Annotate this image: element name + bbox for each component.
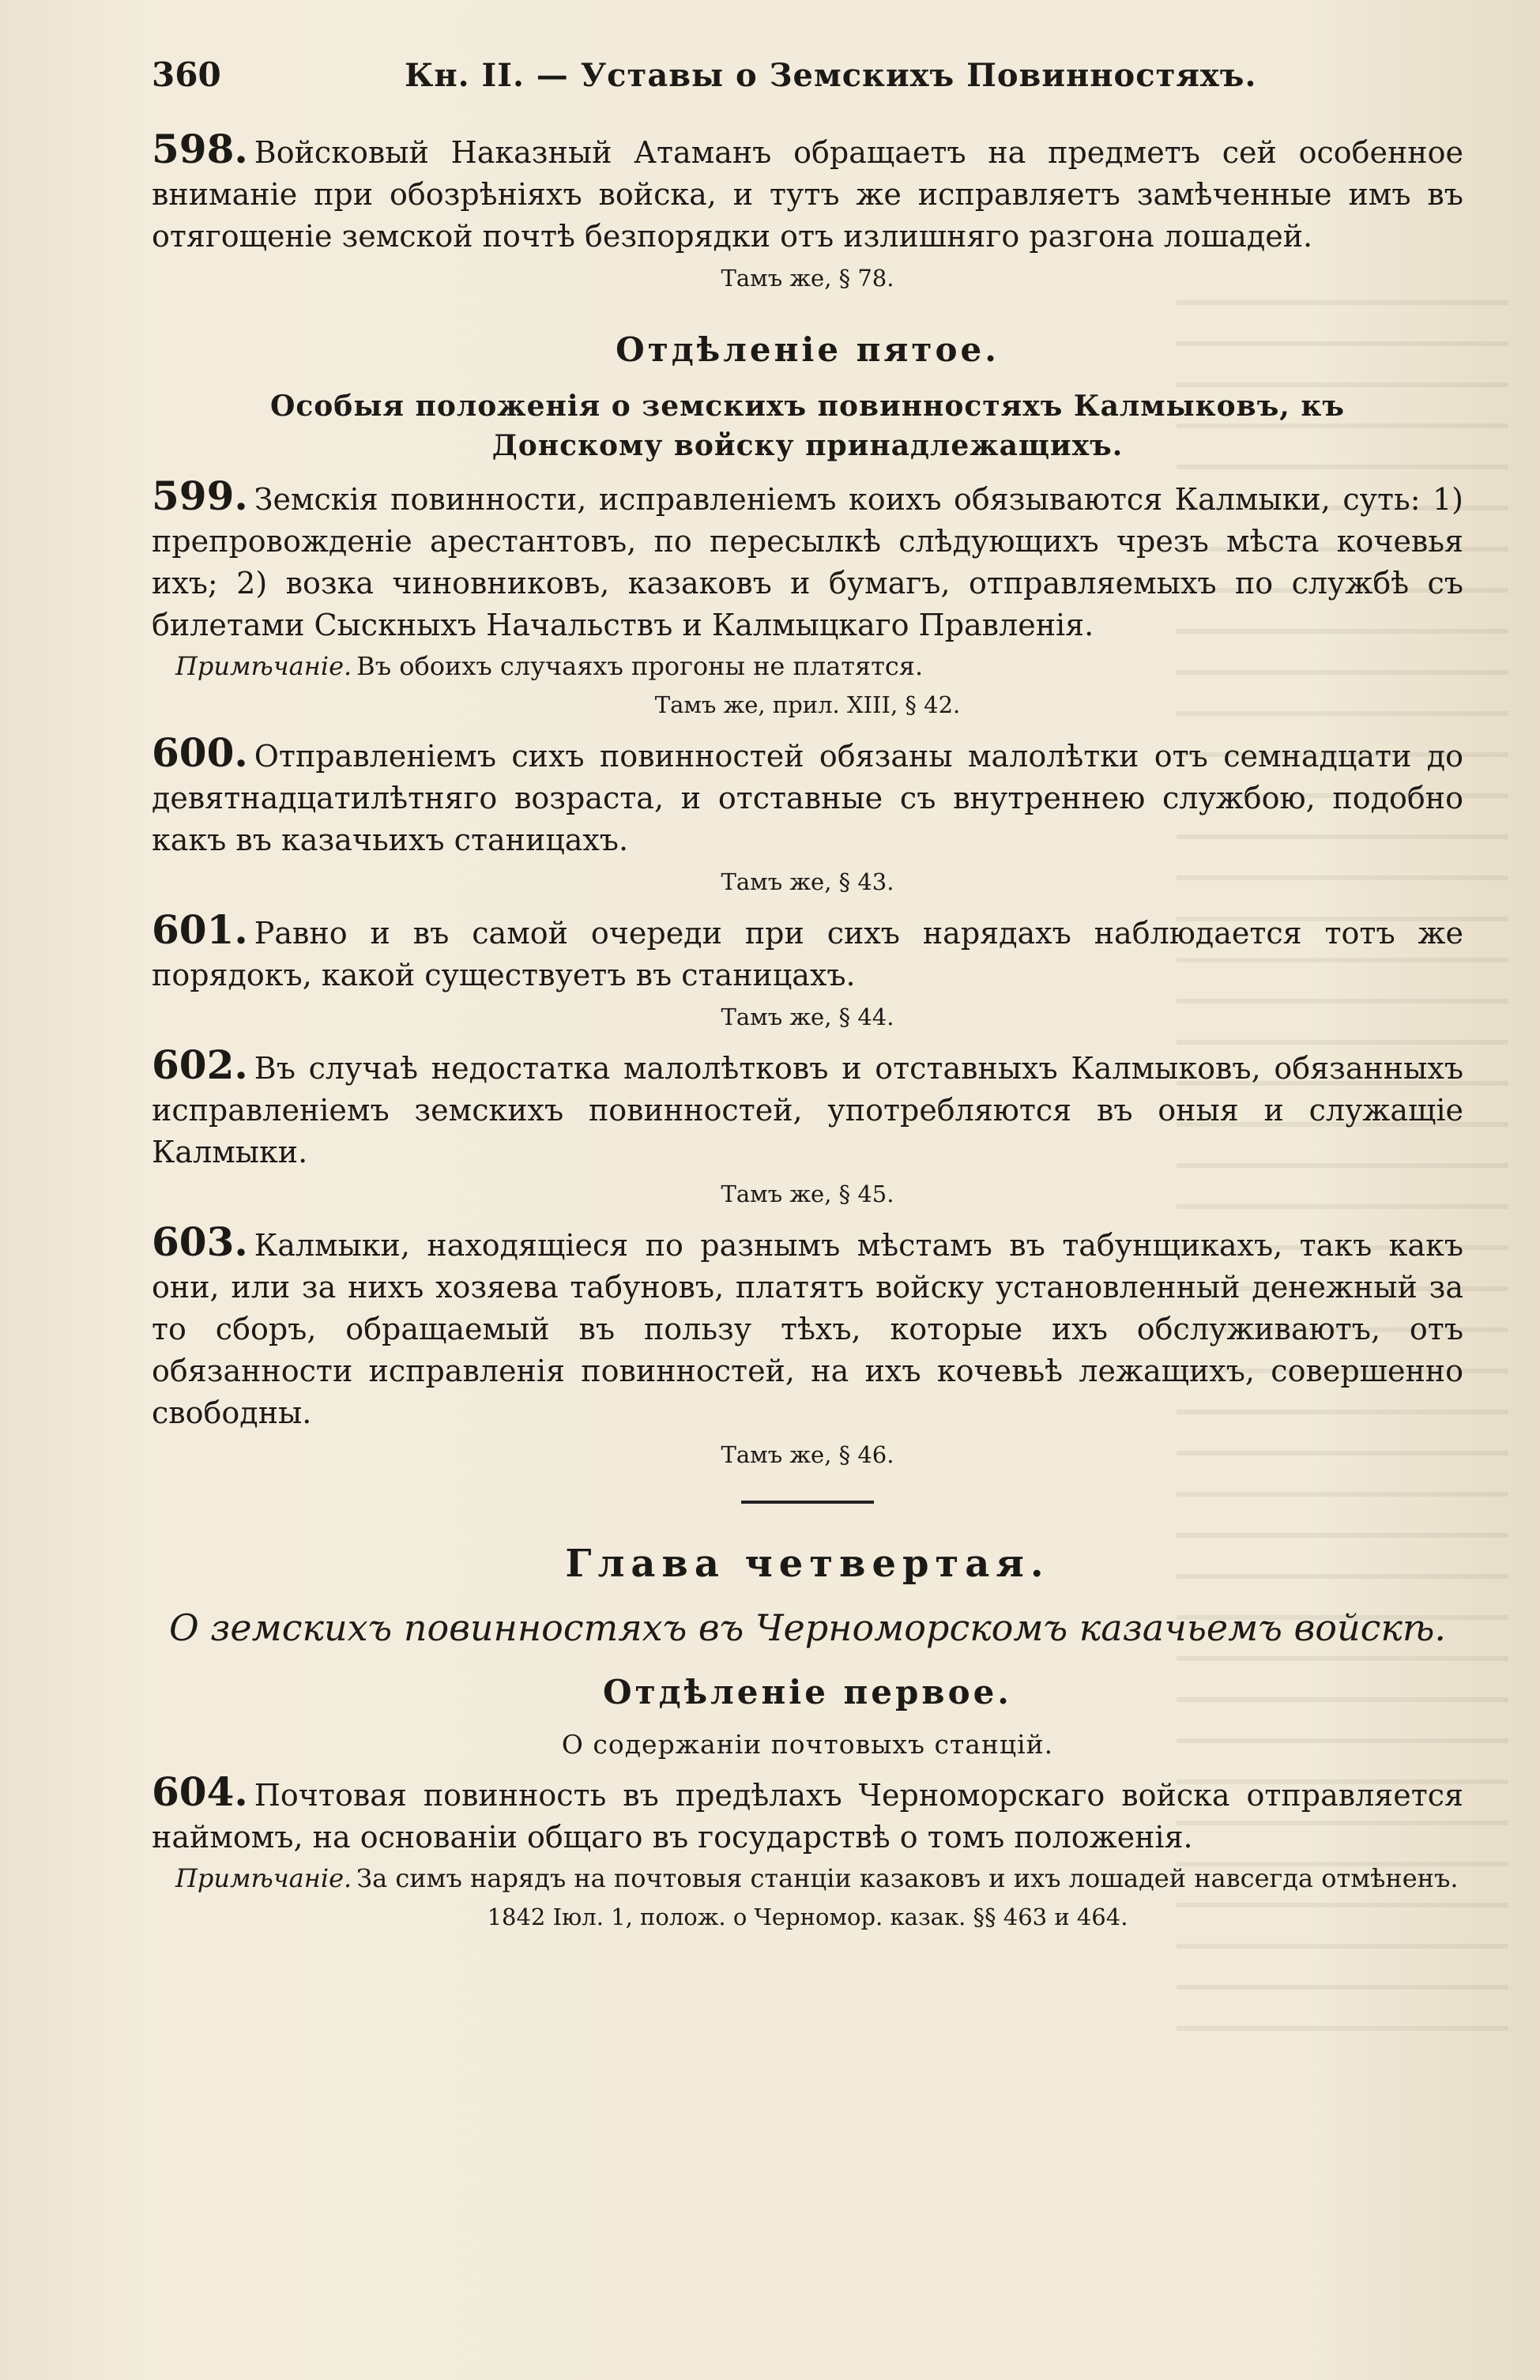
article-604: [152, 1768, 1463, 1934]
note-label: Примѣчаніе.: [175, 651, 352, 681]
article-number: 600.: [152, 729, 248, 776]
article-number: 602.: [152, 1041, 248, 1088]
article-text: [152, 128, 1463, 258]
article-body: Равно и въ самой очереди при сихъ нарядахъ наблюдается тотъ же порядокъ, какой существуетъ въ станицахъ.: [152, 916, 1463, 992]
article-body: Земскія повинности, исправленіемъ коихъ обязываются Калмыки, суть: 1) препровожденіе арестантовъ, по пересылкѣ слѣдующихъ чрезъ мѣста кочевья ихъ; 2) возка чиновниковъ, казаковъ и бумагъ, отправляемыхъ по службѣ съ билетами Сыскныхъ Начальствъ и Калмыцкаго Правленія.: [152, 482, 1463, 642]
source-citation: Тамъ же, § 46.: [721, 1441, 894, 1468]
article-text: [152, 1218, 1463, 1434]
article-body: Почтовая повинность въ предѣлахъ Черноморскаго войска отправляется наймомъ, на основаніи общаго въ государствѣ о томъ положенія.: [152, 1778, 1463, 1855]
article-number: 598.: [152, 126, 248, 172]
article-text: [152, 1768, 1463, 1858]
article-603: [152, 1218, 1463, 1472]
article-number: 603.: [152, 1218, 248, 1265]
article-601: [152, 906, 1463, 1034]
note-text: Въ обоихъ случаяхъ прогоны не платятся.: [356, 651, 924, 681]
article-text: [152, 906, 1463, 996]
article-text: [152, 1041, 1463, 1173]
source-citation: Тамъ же, § 78.: [721, 265, 894, 292]
source-citation: Тамъ же, § 45.: [721, 1181, 894, 1207]
section-subtitle: О содержаніи почтовыхъ станцій.: [561, 1729, 1054, 1760]
article-body: Въ случаѣ недостатка малолѣтковъ и отставныхъ Калмыковъ, обязанныхъ исправленіемъ земскихъ повинностей, употребляются въ оныя и служащіе Калмыки.: [152, 1051, 1463, 1169]
source-citation: Тамъ же, § 44.: [721, 1004, 894, 1030]
article-note: [175, 1860, 1463, 1896]
article-number: 599.: [152, 473, 248, 519]
article-text: [152, 475, 1463, 646]
article-note: [175, 648, 1463, 684]
source-citation: 1842 Іюл. 1, полож. о Черномор. казак. §§ 463 и 464.: [487, 1904, 1128, 1930]
source-citation: Тамъ же, прил. XIII, § 42.: [654, 691, 961, 718]
article-body: Войсковый Наказный Атаманъ обращаетъ на предметъ сей особенное вниманіе при обозрѣніяхъ войска, и тутъ же исправляетъ замѣченные имъ въ отягощеніе земской почтѣ безпорядки отъ излишняго разгона лошадей.: [152, 135, 1463, 254]
section-title: Отдѣленіе пятое.: [616, 330, 1000, 369]
article-text: [152, 729, 1463, 861]
section-title: Отдѣленіе первое.: [603, 1673, 1012, 1712]
running-head: Кн. II. — Уставы о Земскихъ Повинностяхъ.: [405, 57, 1257, 94]
chapter-subtitle: О земскихъ повинностяхъ въ Черноморскомъ казачьемъ войскѣ.: [168, 1606, 1447, 1649]
article-number: 601.: [152, 906, 248, 953]
chapter-divider: [741, 1501, 874, 1504]
note-label: Примѣчаніе.: [175, 1863, 352, 1893]
article-600: [152, 729, 1463, 899]
article-body: Калмыки, находящіеся по разнымъ мѣстамъ въ табунщикахъ, такъ какъ они, или за нихъ хозяева табуновъ, платятъ войску установленный денежный за то сборъ, обращаемый въ пользу тѣхъ, которые ихъ обслуживаютъ, отъ обязанности исправленія повинностей, на ихъ кочевьѣ лежащихъ, совершенно свободны.: [152, 1228, 1463, 1430]
chapter-title: Глава четвертая.: [565, 1542, 1050, 1586]
source-citation: Тамъ же, § 43.: [721, 868, 894, 895]
article-602: [152, 1041, 1463, 1211]
page-content: [152, 55, 1463, 1934]
page-number: 360: [152, 55, 221, 94]
page-header: [152, 55, 1463, 119]
section-subtitle: Особыя положенія о земскихъ повинностяхъ Калмыковъ, къ Донскому войску принадлежащихъ.: [270, 390, 1345, 462]
article-599: [152, 475, 1463, 722]
article-body: Отправленіемъ сихъ повинностей обязаны малолѣтки отъ семнадцати до девятнадцатилѣтняго возраста, и отставные съ внутреннею службою, подобно какъ въ казачьихъ станицахъ.: [152, 739, 1463, 857]
note-text: За симъ нарядъ на почтовыя станціи казаковъ и ихъ лошадей навсегда отмѣненъ.: [356, 1863, 1459, 1893]
article-number: 604.: [152, 1768, 248, 1815]
article-598: [152, 128, 1463, 296]
